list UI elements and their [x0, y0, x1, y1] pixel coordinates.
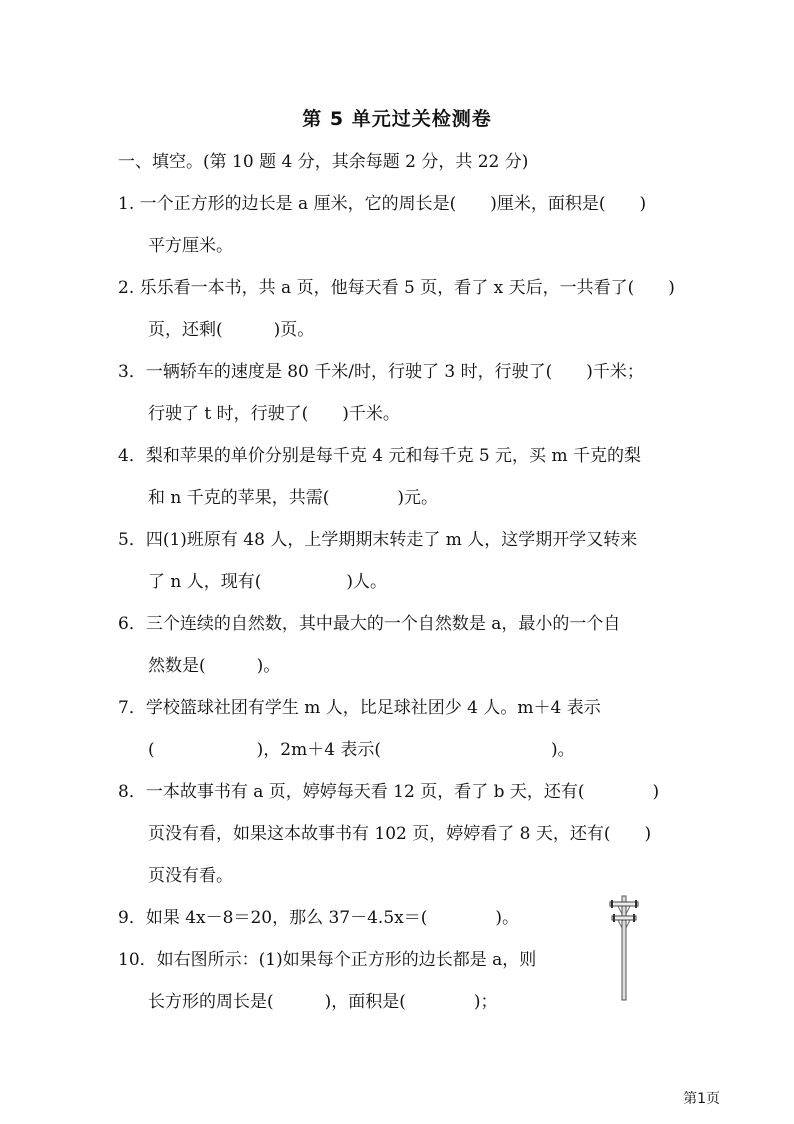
question-9-line-1: 9．如果 4x－8＝20，那么 37－4.5x＝( )。 — [118, 908, 519, 928]
question-10-line-2: 长方形的周长是( )，面积是( )； — [148, 992, 498, 1012]
question-1-line-1: 1. 一个正方形的边长是 a 厘米，它的周长是( )厘米，面积是( ) — [118, 194, 647, 214]
page-number: 第1页 — [683, 1091, 720, 1107]
telephone-pole-icon — [604, 890, 644, 1002]
question-10-line-1: 10．如右图所示：(1)如果每个正方形的边长都是 a，则 — [118, 950, 537, 970]
question-8-line-3: 页没有看。 — [148, 866, 233, 886]
question-7-line-2: ( )，2m＋4 表示( )。 — [148, 740, 575, 760]
question-7-line-1: 7．学校篮球社团有学生 m 人，比足球社团少 4 人。m＋4 表示 — [118, 698, 601, 718]
question-5-line-1: 5．四(1)班原有 48 人，上学期期末转走了 m 人，这学期开学又转来 — [118, 530, 638, 550]
question-3-line-2: 行驶了 t 时，行驶了( )千米。 — [148, 404, 400, 424]
page-title: 第 5 单元过关检测卷 — [302, 108, 492, 130]
question-3-line-1: 3．一辆轿车的速度是 80 千米/时，行驶了 3 时，行驶了( )千米； — [118, 362, 644, 382]
question-8-line-1: 8．一本故事书有 a 页，婷婷每天看 12 页，看了 b 天，还有( ) — [118, 782, 660, 802]
question-2-line-1: 2. 乐乐看一本书，共 a 页，他每天看 5 页，看了 x 天后，一共看了( ) — [118, 278, 675, 298]
question-6-line-1: 6．三个连续的自然数，其中最大的一个自然数是 a，最小的一个自 — [118, 614, 621, 634]
question-4-line-2: 和 n 千克的苹果，共需( )元。 — [148, 488, 439, 508]
section-heading: 一、填空。(第 10 题 4 分，其余每题 2 分，共 22 分) — [118, 152, 529, 172]
question-5-line-2: 了 n 人，现有( )人。 — [148, 572, 388, 592]
question-2-line-2: 页，还剩( )页。 — [148, 320, 315, 340]
question-1-line-2: 平方厘米。 — [148, 236, 233, 256]
question-4-line-1: 4．梨和苹果的单价分别是每千克 4 元和每千克 5 元，买 m 千克的梨 — [118, 446, 641, 466]
question-8-line-2: 页没有看，如果这本故事书有 102 页，婷婷看了 8 天，还有( ) — [148, 824, 652, 844]
question-6-line-2: 然数是( )。 — [148, 656, 281, 676]
